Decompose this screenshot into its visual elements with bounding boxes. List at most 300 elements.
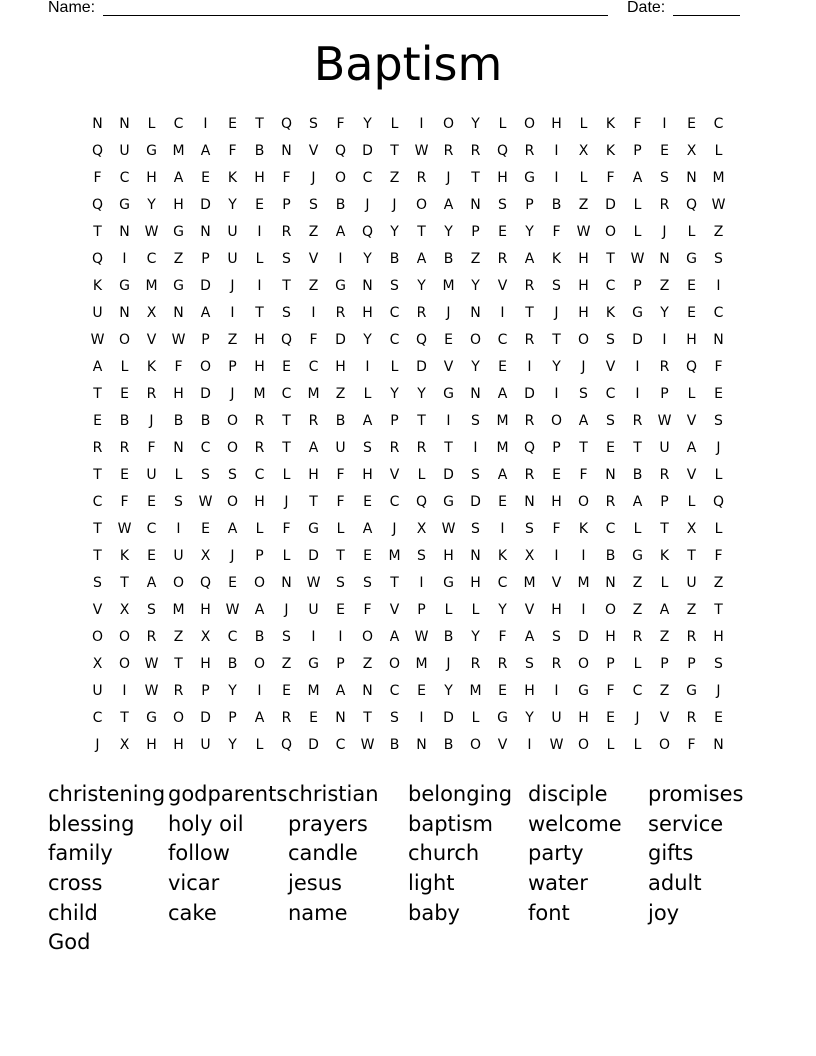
grid-cell: J — [635, 710, 640, 726]
grid-cell: N — [470, 386, 481, 402]
grid-cell: T — [255, 305, 264, 321]
grid-cell: P — [201, 683, 210, 699]
word-bank-item: name — [288, 900, 348, 925]
grid-cell: T — [471, 170, 480, 186]
grid-cell: W — [630, 251, 645, 267]
grid-cell: P — [390, 413, 399, 429]
grid-cell: V — [524, 602, 535, 618]
grid-cell: J — [230, 386, 235, 402]
grid-cell: U — [227, 224, 238, 240]
grid-cell: E — [120, 467, 129, 483]
grid-cell: E — [714, 710, 723, 726]
grid-cell: R — [254, 440, 265, 456]
grid-cell: C — [605, 386, 616, 402]
grid-cell: G — [308, 656, 319, 672]
grid-cell: H — [578, 278, 589, 294]
word-bank-item: God — [48, 930, 91, 955]
grid-cell: E — [363, 494, 372, 510]
grid-cell: X — [92, 656, 103, 672]
grid-cell: S — [714, 656, 723, 672]
grid-cell: I — [257, 278, 262, 294]
grid-cell: O — [577, 656, 590, 672]
grid-cell: F — [714, 359, 723, 375]
grid-cell: P — [660, 656, 669, 672]
grid-cell: O — [253, 656, 266, 672]
grid-cell: Z — [173, 629, 184, 645]
grid-cell: I — [554, 170, 559, 186]
grid-cell: E — [336, 602, 345, 618]
word-bank-item: water — [528, 871, 588, 896]
grid-cell: E — [606, 440, 615, 456]
grid-cell: H — [254, 170, 265, 186]
grid-cell: G — [173, 278, 184, 294]
grid-row — [84, 439, 732, 466]
grid-cell: B — [605, 548, 616, 564]
grid-cell: L — [255, 737, 264, 753]
grid-cell: I — [554, 143, 559, 159]
grid-cell: G — [632, 548, 643, 564]
grid-cell: S — [282, 251, 291, 267]
grid-row — [84, 331, 732, 358]
grid-cell: R — [497, 251, 508, 267]
grid-cell: U — [200, 737, 211, 753]
grid-row — [84, 358, 732, 385]
grid-cell: P — [201, 332, 210, 348]
date-line — [673, 15, 740, 16]
grid-cell: Z — [362, 656, 373, 672]
grid-cell: L — [714, 521, 723, 537]
grid-cell: T — [282, 440, 291, 456]
grid-cell: A — [632, 494, 643, 510]
grid-cell: T — [282, 413, 291, 429]
grid-cell: S — [309, 116, 318, 132]
grid-cell: F — [174, 359, 183, 375]
grid-cell: J — [392, 521, 397, 537]
name-label: Name: — [48, 0, 96, 16]
grid-cell: M — [496, 440, 509, 456]
grid-cell: E — [282, 359, 291, 375]
grid-cell: T — [525, 305, 534, 321]
grid-cell: F — [120, 494, 129, 510]
grid-cell: H — [497, 170, 508, 186]
grid-cell: A — [254, 602, 265, 618]
grid-row — [84, 196, 732, 223]
grid-cell: Y — [660, 305, 669, 321]
grid-cell: X — [119, 737, 130, 753]
grid-cell: V — [551, 575, 562, 591]
grid-cell: S — [201, 467, 210, 483]
grid-cell: M — [253, 386, 266, 402]
grid-cell: X — [146, 305, 157, 321]
grid-cell: L — [714, 143, 723, 159]
grid-cell: I — [581, 602, 586, 618]
grid-cell: O — [604, 602, 617, 618]
grid-cell: M — [307, 386, 320, 402]
grid-cell: W — [414, 629, 429, 645]
grid-cell: R — [443, 143, 454, 159]
grid-cell: E — [687, 278, 696, 294]
word-bank-item: cross — [48, 871, 103, 896]
grid-cell: V — [308, 251, 319, 267]
grid-cell: S — [471, 467, 480, 483]
grid-cell: U — [551, 710, 562, 726]
grid-cell: S — [606, 413, 615, 429]
grid-cell: X — [578, 143, 589, 159]
letter-grid — [84, 115, 732, 763]
grid-cell: R — [632, 629, 643, 645]
grid-cell: Y — [228, 737, 237, 753]
grid-cell: O — [172, 710, 185, 726]
grid-cell: Y — [471, 116, 480, 132]
grid-cell: L — [471, 710, 480, 726]
grid-cell: H — [362, 305, 373, 321]
grid-cell: T — [120, 575, 129, 591]
grid-cell: R — [335, 305, 346, 321]
grid-cell: G — [524, 170, 535, 186]
grid-cell: C — [389, 332, 400, 348]
grid-cell: A — [497, 467, 508, 483]
grid-cell: M — [442, 278, 455, 294]
grid-cell: C — [200, 440, 211, 456]
grid-cell: M — [145, 278, 158, 294]
grid-cell: H — [470, 575, 481, 591]
grid-cell: H — [578, 710, 589, 726]
grid-cell: I — [554, 386, 559, 402]
grid-cell: E — [606, 710, 615, 726]
grid-cell: R — [470, 656, 481, 672]
grid-cell: M — [415, 656, 428, 672]
grid-cell: F — [579, 467, 588, 483]
grid-cell: V — [146, 332, 157, 348]
word-bank-item: service — [648, 811, 724, 836]
grid-cell: W — [576, 224, 591, 240]
grid-cell: R — [524, 278, 535, 294]
grid-cell: H — [578, 251, 589, 267]
grid-cell: B — [389, 251, 400, 267]
grid-cell: T — [363, 710, 372, 726]
grid-cell: B — [389, 737, 400, 753]
grid-cell: Z — [632, 602, 643, 618]
grid-cell: F — [606, 170, 615, 186]
grid-cell: L — [498, 116, 507, 132]
grid-cell: C — [308, 359, 319, 375]
grid-cell: U — [686, 575, 697, 591]
grid-cell: F — [282, 170, 291, 186]
grid-cell: F — [606, 683, 615, 699]
grid-cell: Y — [363, 116, 372, 132]
grid-cell: L — [336, 521, 345, 537]
grid-cell: L — [444, 602, 453, 618]
grid-cell: A — [146, 575, 157, 591]
grid-cell: T — [687, 548, 696, 564]
grid-cell: B — [200, 413, 211, 429]
grid-cell: H — [254, 494, 265, 510]
grid-cell: L — [255, 251, 264, 267]
grid-cell: U — [308, 602, 319, 618]
grid-cell: A — [200, 143, 211, 159]
grid-cell: F — [336, 116, 345, 132]
grid-cell: P — [255, 548, 264, 564]
grid-row — [84, 709, 732, 736]
grid-cell: N — [713, 332, 724, 348]
grid-cell: C — [713, 305, 724, 321]
grid-cell: A — [686, 440, 697, 456]
grid-cell: N — [659, 251, 670, 267]
grid-cell: M — [469, 683, 482, 699]
name-line — [103, 15, 608, 16]
grid-cell: S — [363, 575, 372, 591]
grid-cell: Y — [471, 278, 480, 294]
grid-cell: A — [200, 305, 211, 321]
grid-cell: D — [308, 548, 319, 564]
grid-cell: L — [255, 521, 264, 537]
grid-cell: N — [470, 305, 481, 321]
grid-cell: L — [363, 386, 372, 402]
page-title: Baptism — [313, 37, 503, 91]
grid-cell: N — [200, 224, 211, 240]
grid-cell: R — [524, 143, 535, 159]
grid-cell: B — [335, 197, 346, 213]
grid-cell: H — [146, 170, 157, 186]
grid-cell: B — [551, 197, 562, 213]
grid-cell: Z — [308, 224, 319, 240]
grid-cell: W — [441, 521, 456, 537]
grid-cell: E — [282, 683, 291, 699]
grid-cell: R — [281, 224, 292, 240]
grid-cell: F — [633, 116, 642, 132]
grid-cell: D — [200, 197, 211, 213]
grid-cell: V — [686, 467, 697, 483]
grid-cell: C — [497, 332, 508, 348]
grid-cell: W — [117, 521, 132, 537]
grid-cell: N — [470, 548, 481, 564]
grid-cell: B — [173, 413, 184, 429]
grid-cell: J — [230, 548, 235, 564]
grid-cell: O — [226, 494, 239, 510]
grid-cell: L — [471, 602, 480, 618]
grid-cell: K — [227, 170, 238, 186]
grid-row — [84, 493, 732, 520]
grid-cell: G — [119, 278, 130, 294]
grid-cell: T — [633, 440, 642, 456]
grid-cell: W — [360, 737, 375, 753]
grid-cell: Y — [498, 602, 507, 618]
word-bank-item: christian — [288, 782, 379, 806]
grid-cell: I — [554, 548, 559, 564]
grid-cell: O — [577, 332, 590, 348]
grid-cell: O — [253, 575, 266, 591]
grid-cell: V — [605, 359, 616, 375]
grid-cell: I — [311, 305, 316, 321]
grid-cell: L — [687, 494, 696, 510]
grid-cell: R — [659, 467, 670, 483]
word-bank-item: prayers — [288, 811, 368, 836]
date-label: Date: — [627, 0, 666, 16]
grid-cell: O — [604, 224, 617, 240]
grid-cell: E — [120, 386, 129, 402]
grid-cell: W — [414, 143, 429, 159]
grid-cell: H — [173, 386, 184, 402]
grid-cell: L — [282, 548, 291, 564]
grid-cell: E — [714, 386, 723, 402]
grid-cell: X — [119, 602, 130, 618]
grid-cell: T — [174, 656, 183, 672]
grid-cell: T — [390, 143, 399, 159]
grid-cell: S — [498, 197, 507, 213]
grid-cell: L — [390, 359, 399, 375]
word-bank — [48, 780, 778, 958]
grid-cell: R — [173, 683, 184, 699]
grid-cell: H — [578, 305, 589, 321]
grid-cell: G — [578, 683, 589, 699]
grid-cell: U — [92, 683, 103, 699]
grid-cell: N — [281, 143, 292, 159]
grid-cell: Y — [471, 629, 480, 645]
grid-cell: A — [92, 359, 103, 375]
grid-cell: F — [93, 170, 102, 186]
grid-cell: G — [146, 710, 157, 726]
grid-cell: L — [147, 116, 156, 132]
grid-cell: C — [389, 305, 400, 321]
grid-cell: T — [93, 521, 102, 537]
grid-cell: F — [552, 521, 561, 537]
grid-cell: T — [714, 602, 723, 618]
grid-cell: O — [469, 737, 482, 753]
grid-cell: N — [362, 278, 373, 294]
grid-row — [84, 736, 732, 763]
grid-cell: D — [200, 386, 211, 402]
grid-cell: S — [174, 494, 183, 510]
grid-cell: M — [307, 683, 320, 699]
grid-cell: Z — [659, 683, 670, 699]
grid-cell: R — [146, 386, 157, 402]
grid-cell: Z — [173, 251, 184, 267]
grid-cell: C — [119, 170, 130, 186]
grid-cell: A — [524, 629, 535, 645]
grid-cell: I — [176, 521, 181, 537]
grid-cell: D — [470, 494, 481, 510]
grid-cell: C — [605, 278, 616, 294]
grid-cell: Q — [712, 494, 725, 510]
grid-cell: E — [201, 170, 210, 186]
grid-cell: P — [417, 602, 426, 618]
grid-cell: R — [92, 440, 103, 456]
grid-cell: S — [552, 629, 561, 645]
grid-cell: G — [335, 278, 346, 294]
grid-cell: O — [334, 170, 347, 186]
grid-cell: P — [633, 143, 642, 159]
grid-cell: Z — [686, 602, 697, 618]
grid-cell: T — [606, 251, 615, 267]
grid-cell: Y — [552, 359, 561, 375]
word-bank-item: promises — [648, 782, 744, 806]
grid-cell: R — [659, 359, 670, 375]
grid-row — [84, 169, 732, 196]
grid-cell: R — [524, 413, 535, 429]
grid-cell: I — [662, 332, 667, 348]
grid-cell: H — [362, 467, 373, 483]
grid-row — [84, 520, 732, 547]
grid-cell: A — [659, 602, 670, 618]
grid-cell: A — [335, 683, 346, 699]
grid-cell: L — [687, 224, 696, 240]
grid-cell: G — [497, 710, 508, 726]
grid-cell: T — [444, 440, 453, 456]
grid-cell: L — [633, 224, 642, 240]
grid-cell: I — [122, 251, 127, 267]
grid-cell: X — [416, 521, 427, 537]
grid-cell: G — [686, 683, 697, 699]
grid-cell: Q — [523, 440, 536, 456]
grid-cell: R — [254, 413, 265, 429]
grid-cell: Y — [228, 683, 237, 699]
grid-cell: U — [173, 548, 184, 564]
grid-cell: J — [554, 305, 559, 321]
grid-cell: O — [226, 413, 239, 429]
grid-cell: L — [660, 575, 669, 591]
word-bank-item: vicar — [168, 871, 220, 896]
word-bank-item: holy oil — [168, 811, 244, 836]
grid-cell: P — [552, 440, 561, 456]
grid-cell: Q — [685, 197, 698, 213]
grid-cell: N — [92, 116, 103, 132]
grid-cell: R — [524, 467, 535, 483]
grid-cell: E — [147, 548, 156, 564]
grid-cell: S — [93, 575, 102, 591]
grid-cell: C — [335, 737, 346, 753]
grid-cell: T — [282, 278, 291, 294]
grid-cell: S — [363, 440, 372, 456]
grid-cell: Z — [308, 278, 319, 294]
grid-cell: D — [632, 332, 643, 348]
grid-row — [84, 682, 732, 709]
grid-cell: L — [714, 467, 723, 483]
grid-cell: M — [577, 575, 590, 591]
grid-cell: C — [281, 386, 292, 402]
grid-row — [84, 115, 732, 142]
grid-cell: A — [578, 413, 589, 429]
grid-cell: R — [551, 656, 562, 672]
grid-cell: P — [336, 656, 345, 672]
grid-cell: O — [658, 737, 671, 753]
grid-cell: Z — [389, 170, 400, 186]
grid-cell: B — [227, 656, 238, 672]
grid-row — [84, 547, 732, 574]
grid-cell: S — [417, 548, 426, 564]
grid-cell: R — [308, 413, 319, 429]
grid-cell: E — [687, 116, 696, 132]
grid-row — [84, 574, 732, 601]
grid-cell: G — [308, 521, 319, 537]
grid-cell: A — [389, 629, 400, 645]
grid-cell: X — [200, 629, 211, 645]
grid-cell: Z — [713, 224, 724, 240]
grid-cell: A — [443, 197, 454, 213]
grid-cell: V — [92, 602, 103, 618]
grid-cell: D — [605, 197, 616, 213]
grid-cell: U — [227, 251, 238, 267]
grid-cell: I — [257, 224, 262, 240]
grid-cell: T — [93, 386, 102, 402]
grid-cell: P — [525, 197, 534, 213]
grid-cell: Z — [578, 197, 589, 213]
grid-cell: I — [257, 683, 262, 699]
grid-cell: B — [632, 467, 643, 483]
grid-cell: E — [687, 305, 696, 321]
grid-cell: A — [335, 224, 346, 240]
grid-cell: Y — [363, 332, 372, 348]
word-bank-item: jesus — [288, 871, 342, 896]
